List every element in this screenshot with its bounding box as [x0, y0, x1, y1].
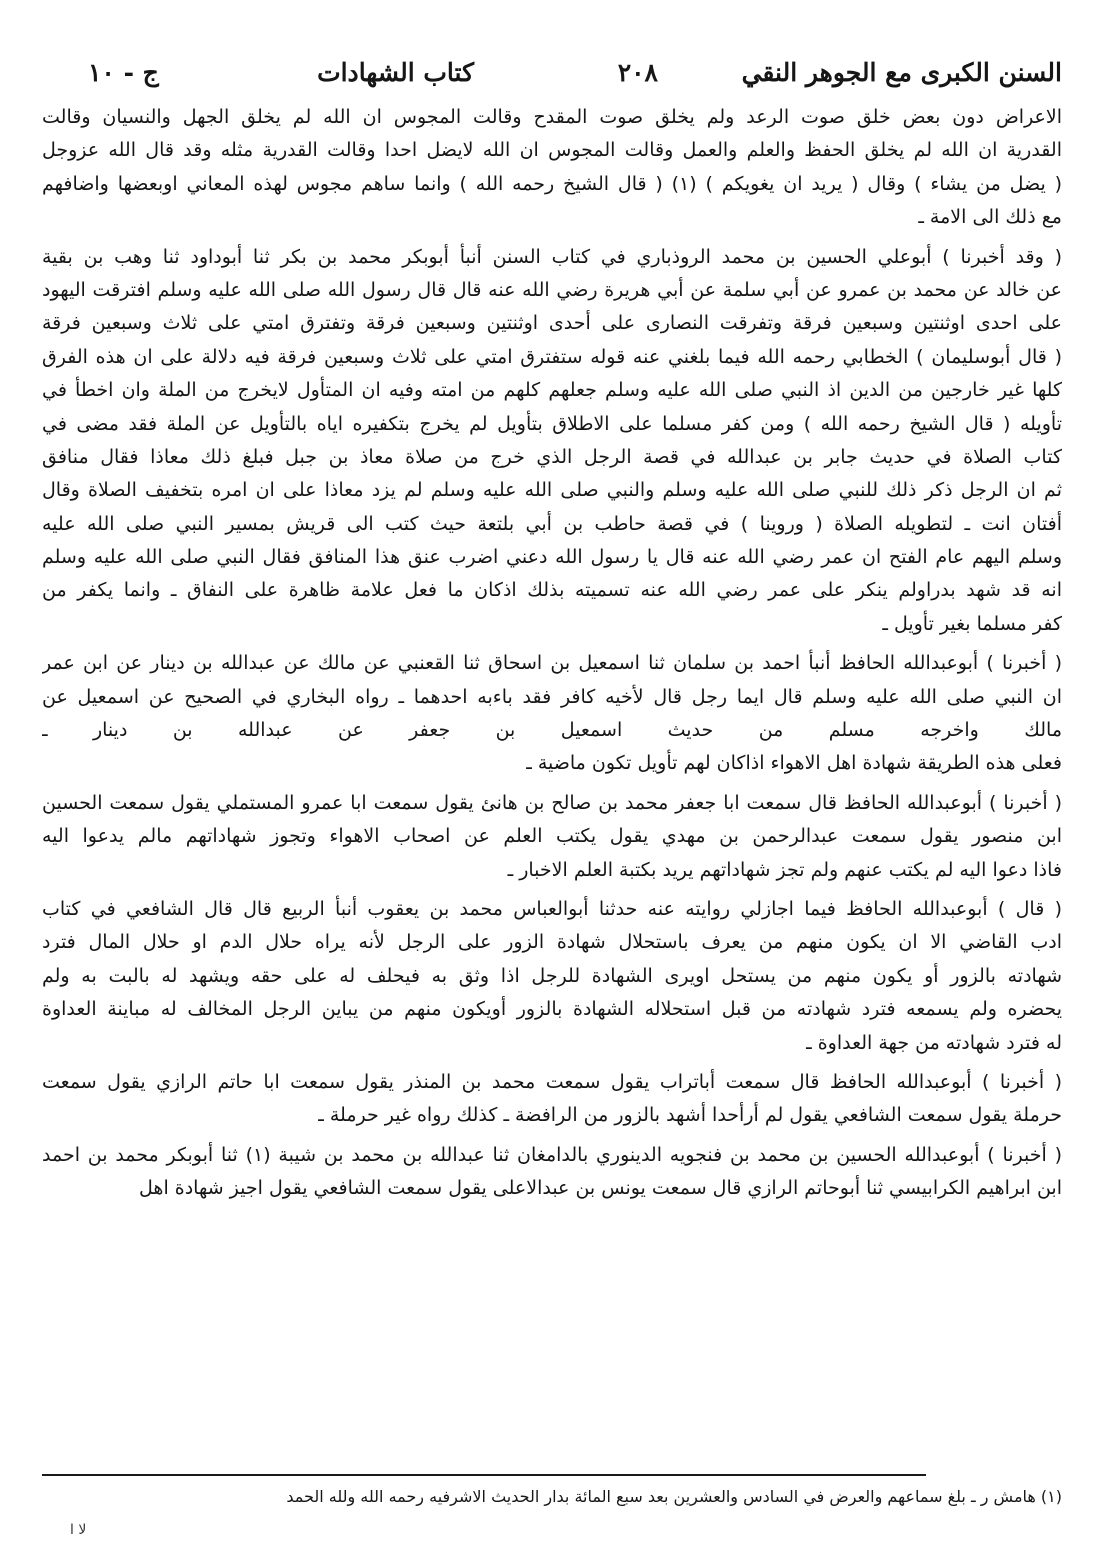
text-line: الاعراض دون بعض خلق صوت الرعد ولم يخلق صوت المقدح وقالت المجوس ان الله لم يخلق الجهل والنسيان وقالت [42, 106, 1062, 128]
text-line: انه قد شهد بدراولم ينكر على عمر رضي الله عنه تسميته بذلك اذكان ما فعل علامة ظاهرة على النفاق ـ وانما يكفر من [42, 579, 1062, 602]
text-line: ابن ابراهيم الكرابيسي ثنا أبوحاتم الرازي قال سمعت يونس بن عبدالاعلى يقول سمعت الشافعي يقول اجيز شهادة اهل [139, 1177, 1062, 1200]
page-bottom-fragment: لا ا [70, 1522, 87, 1538]
text-line: ادب القاضي الا ان يكون منهم من يعرف باستحلال شهادة الزور على الرجل لأنه يراه حلال الدم او حلال المال فترد [42, 931, 1062, 954]
text-line: كلها غير خارجين من الدين اذ النبي صلى الله عليه وسلم جعلهم كلهم من امته وفيه ان المتأول لايخرج من الملة وان اخطأ في [42, 379, 1062, 402]
text-line: ان النبي صلى الله عليه وسلم قال ايما رجل قال لأخيه كافر فقد باءبه احدهما ـ رواه البخاري في الصحيح عن اسمعيل عن [42, 685, 1062, 708]
paragraph [42, 241, 1062, 642]
text-line: ( أخبرنا ) أبوعبدالله الحافظ أنبأ احمد بن سلمان ثنا اسمعيل بن اسحاق ثنا القعنبي عن مالك عن عبدالله بن دينار عن ابن عمر [42, 652, 1062, 675]
paragraph [42, 101, 1062, 235]
text-line: أفتان انت ـ لتطويله الصلاة ( وروينا ) في قصة حاطب بن أبي بلتعة حيث كتب الى قريش بمسير النبي صلى الله عليه [42, 512, 1062, 535]
text-line: مالك واخرجه مسلم من حديث اسمعيل بن جعفر عن عبدالله بن دينار ـ [42, 719, 1062, 742]
text-line: فعلى هذه الطريقة شهادة اهل الاهواء اذاكان لهم تأويل تكون ماضية ـ [526, 752, 1062, 775]
text-line: له فترد شهادته من جهة العداوة ـ [806, 1031, 1062, 1054]
page-number: ٢٠٨ [617, 58, 658, 87]
text-line: ( أخبرنا ) أبوعبدالله الحافظ قال سمعت أباتراب يقول سمعت محمد بن المنذر يقول سمعت ابا حاتم الرازي يقول سمعت [42, 1070, 1062, 1093]
text-line: كفر مسلما بغير تأويل ـ [882, 612, 1062, 635]
text-line: ثم ان الرجل ذكر ذلك للنبي صلى الله عليه وسلم والنبي صلى الله عليه وسلم لم يزد معاذا على ان امره بتخفيف الصلاة وقال [42, 479, 1062, 502]
text-line: ( قال ) أبوعبدالله الحافظ فيما اجازلي روايته عنه حدثنا أبوالعباس محمد بن يعقوب أنبأ الربيع قال قال الشافعي في كتاب [42, 897, 1062, 920]
paragraph [42, 647, 1062, 781]
paragraph [42, 1139, 1062, 1206]
text-line: وسلم اليهم عام الفتح ان عمر رضي الله عنه قال يا رسول الله دعني اضرب عنق هذا المنافق فقال النبي صلى الله عليه وسلم [42, 546, 1062, 569]
text-line: ( وقد أخبرنا ) أبوعلي الحسين بن محمد الروذباري في كتاب السنن أنبأ أبوبكر محمد بن بكر ثنا أبوداود ثنا وهب بن بقية [42, 245, 1062, 268]
book-title: السنن الكبرى مع الجوهر النقي [741, 58, 1062, 87]
text-line: ( أخبرنا ) أبوعبدالله الحافظ قال سمعت ابا جعفر محمد بن صالح بن هانئ يقول سمعت ابا عمرو المستملي يقول سمعت الحسين [42, 791, 1062, 814]
text-line: القدرية ان الله لم يخلق الحفظ والعلم والعمل وقالت المجوس ان الله لايضل احدا وقالت القدرية مثله وقد قال الله عزوجل [42, 139, 1062, 162]
text-line: فاذا دعوا اليه لم يكتب عنهم ولم تجز شهاداتهم يريد بكتبة العلم الاخبار ـ [507, 858, 1062, 881]
volume-part: ج - ١٠ [88, 58, 159, 87]
paragraph [42, 893, 1062, 1060]
text-line: ( أخبرنا ) أبوعبدالله الحسين بن محمد بن فنجويه الدينوري بالدامغان ثنا عبدالله بن محمد بن شيبة (١) ثنا أبوبكر محمد بن احمد [42, 1143, 1062, 1166]
text-line: على احدى اوثنتين وسبعين فرقة وتفرقت النصارى على أحدى اوثنتين وسبعين فرقة وتفترق امتي على ثلاث وسبعين فرقة [42, 312, 1062, 335]
text-line: عن خالد عن محمد بن عمرو عن أبي سلمة عن أبي هريرة رضي الله عنه قال قال رسول الله صلى الله عليه وسلم افترقت اليهود [42, 278, 1062, 301]
text-line: ( يضل من يشاء ) وقال ( يريد ان يغويكم ) (١) ( قال الشيخ رحمه الله ) وانما ساهم مجوس لهذه المعاني اوبعضها واضافهم [42, 172, 1062, 195]
text-line: شهادته بالزور أو يكون منهم من يستحل اويرى الشهادة للرجل اذا وثق به فيحلف له على حقه ويشهد له بالبت به ولم [42, 964, 1062, 987]
text-line: ( قال أبوسليمان ) الخطابي رحمه الله فيما بلغني عنه قوله ستفترق امتي على ثلاث وسبعين فرقة فيه دلالة على ان هذه الفرق [42, 345, 1062, 368]
text-line: تأويله ( قال الشيخ رحمه الله ) ومن كفر مسلما على الاطلاق بتأويل لم يخرج بتكفيره اياه بالتأويل عن الملة فقد مضى في [42, 412, 1062, 435]
text-line: يحضره ولم يسمعه فترد شهادته من قبل استحلاله الشهادة بالزور أويكون منهم من يباين الرجل المخالف له مباينة العداوة [42, 998, 1062, 1021]
text-line: ابن منصور يقول سمعت عبدالرحمن بن مهدي يقول يكتب العلم عن اصحاب الاهواء وتجوز شهاداتهم مالم يدعوا اليه [42, 825, 1062, 848]
footnote-divider [42, 1474, 926, 1476]
text-line: حرملة يقول سمعت الشافعي يقول لم أرأحدا أشهد بالزور من الرافضة ـ كذلك رواه غير حرملة ـ [318, 1104, 1062, 1127]
text-line: مع ذلك الى الامة ـ [918, 206, 1062, 229]
page-header [88, 58, 1062, 98]
paragraph [42, 1066, 1062, 1133]
chapter-title: كتاب الشهادات [317, 58, 474, 87]
footnote: (١) هامش ر ـ بلغ سماعهم والعرض في السادس والعشرين بعد سبع المائة بدار الحديث الاشرفيه رحمه الله ولله الحمد [286, 1487, 1062, 1506]
text-line: كتاب الصلاة في حديث جابر بن عبدالله في قصة الرجل الذي خرج من صلاة معاذ بن جبل فبلغ ذلك معاذا فقال منافق [42, 445, 1062, 468]
paragraph [42, 787, 1062, 887]
page-body [42, 101, 1062, 1206]
